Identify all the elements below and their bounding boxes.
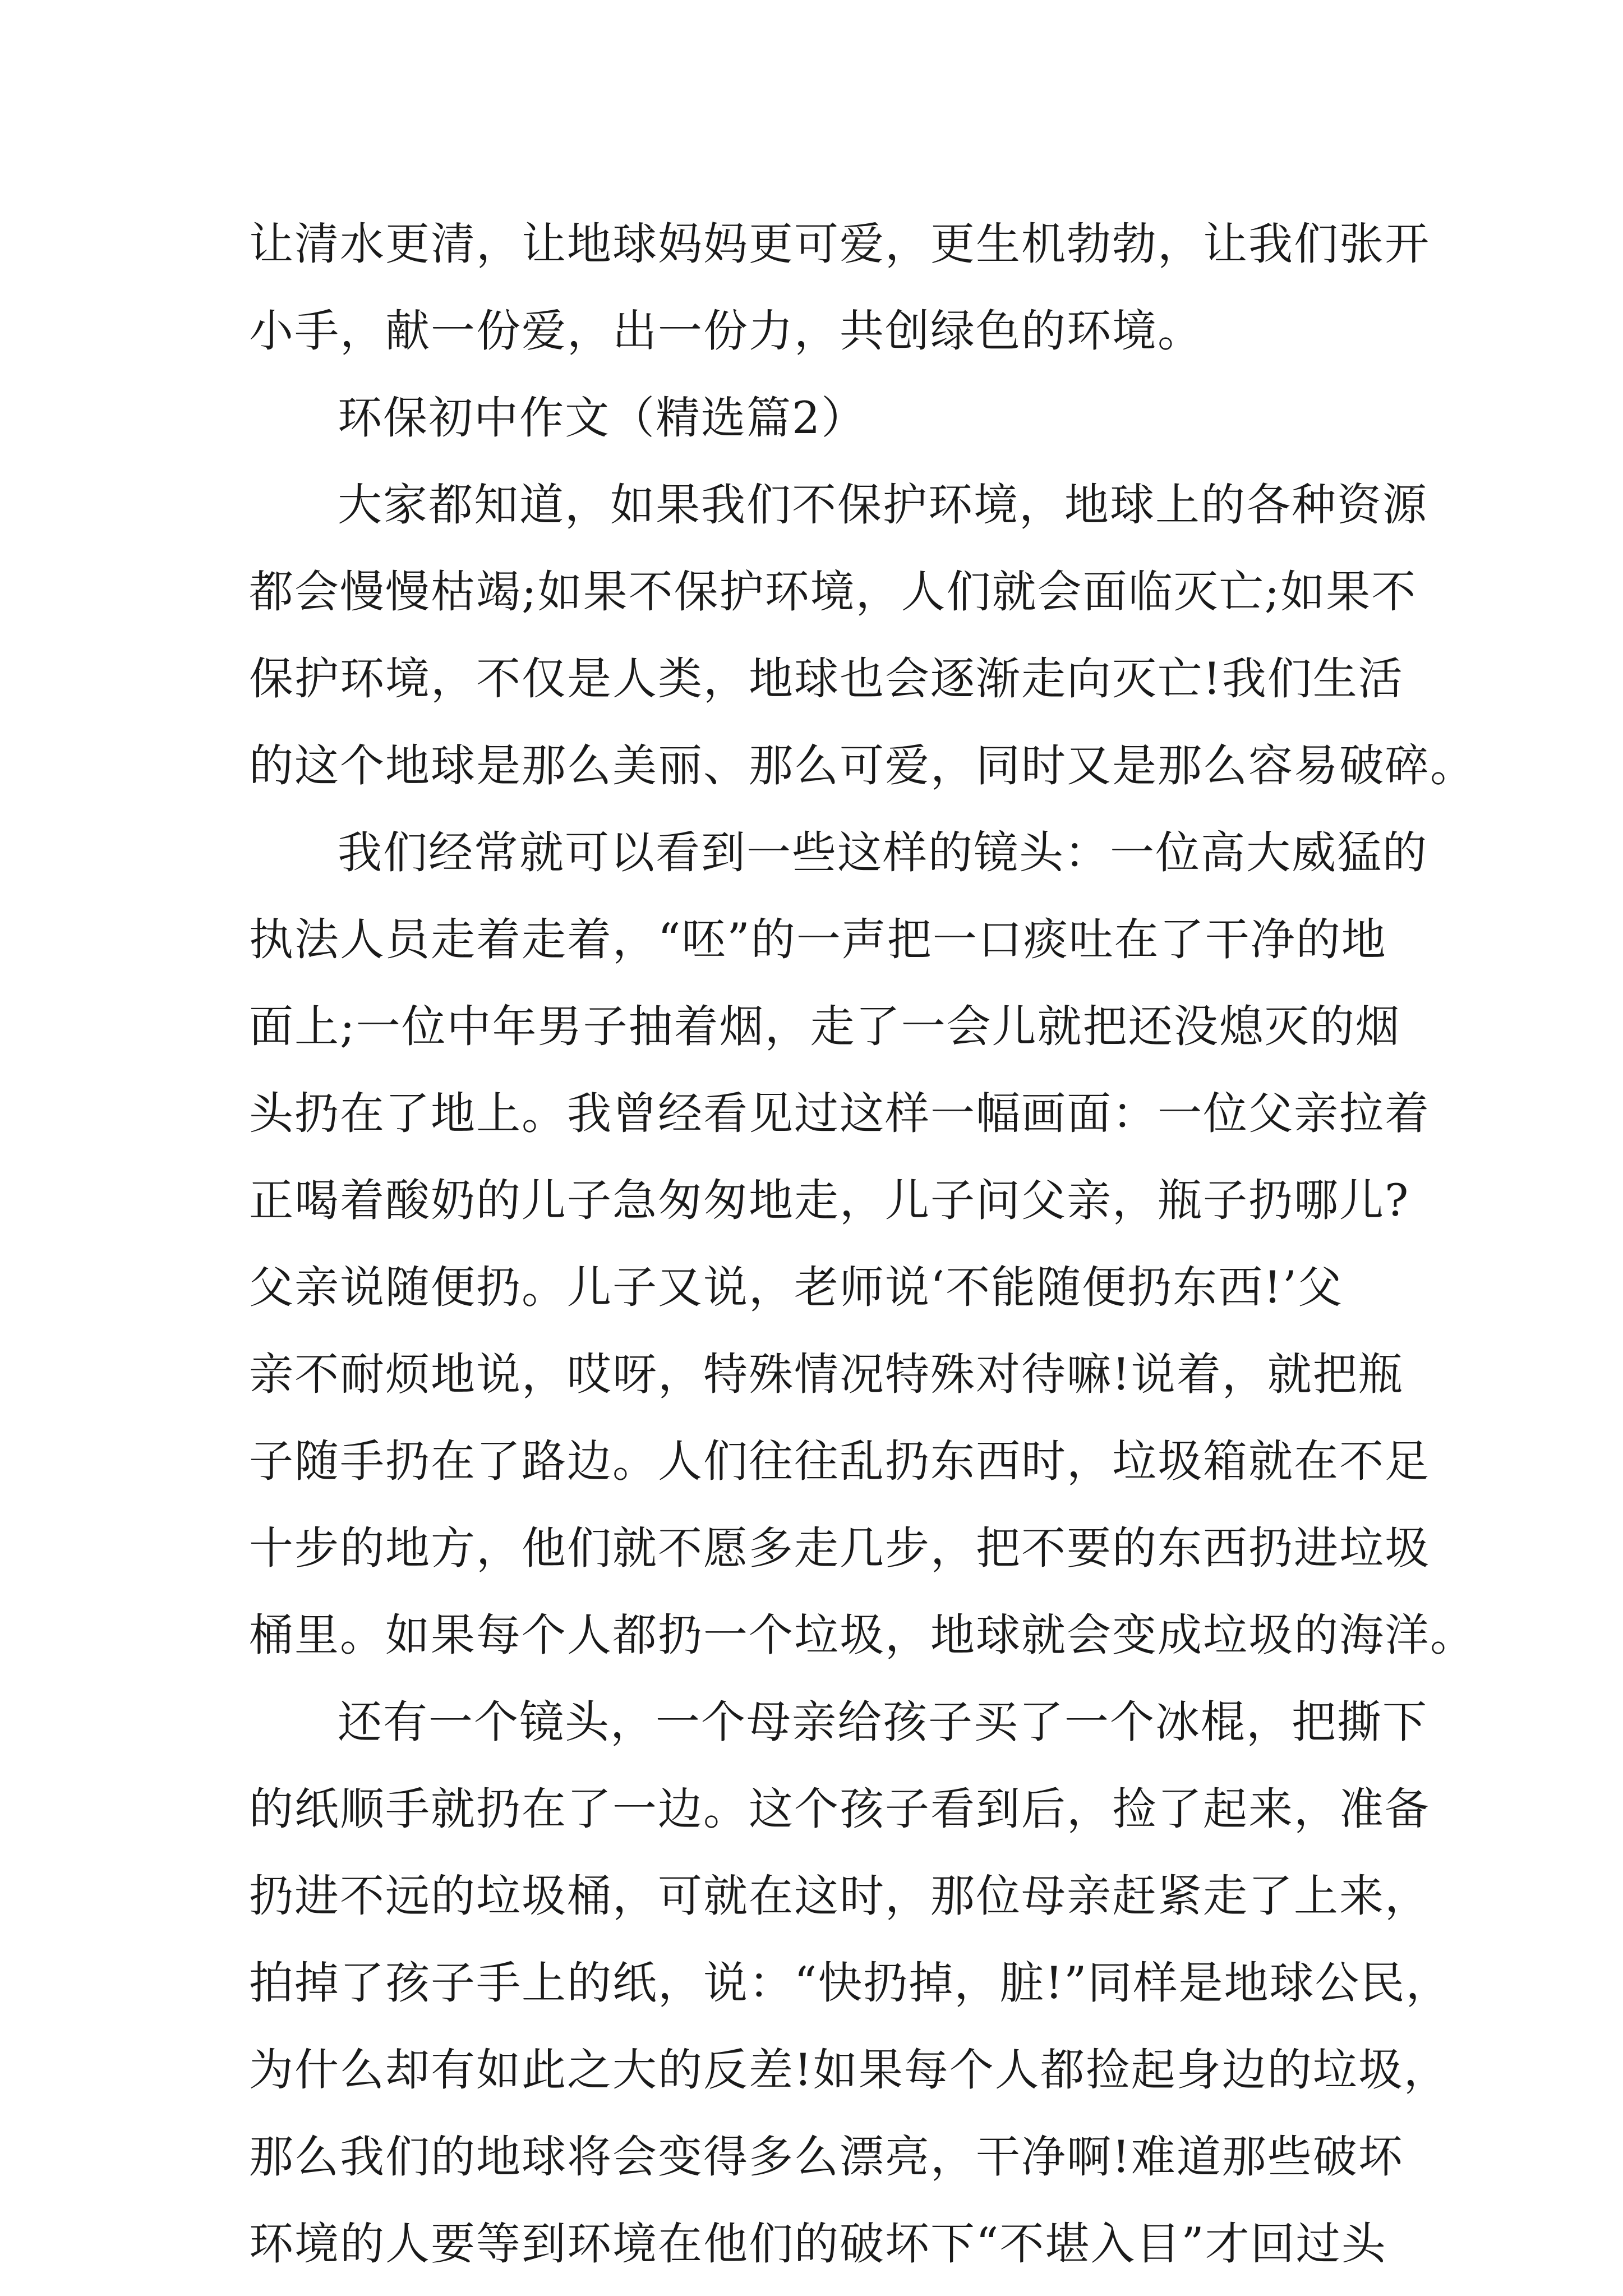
text-line: 亲不耐烦地说，哎呀，特殊情况特殊对待嘛!说着，就把瓶 — [249, 1349, 1404, 1400]
text-line: 让清水更清，让地球妈妈更可爱，更生机勃勃，让我们张开 — [249, 218, 1430, 270]
text-line: 桶里。如果每个人都扔一个垃圾，地球就会变成垃圾的海洋。 — [249, 1609, 1476, 1661]
paragraph-first-line: 大家都知道，如果我们不保护环境，地球上的各种资源 — [338, 479, 1428, 531]
text-line: 环境的人要等到环境在他们的破坏下“不堪入目”才回过头 — [249, 2218, 1387, 2270]
paragraph-first-line: 还有一个镜头，一个母亲给孩子买了一个冰棍，把撕下 — [338, 1696, 1428, 1748]
text-line: 小手，献一份爱，出一份力，共创绿色的环境。 — [249, 305, 1203, 357]
text-line: 那么我们的地球将会变得多么漂亮，干净啊!难道那些破坏 — [249, 2131, 1404, 2183]
text-line: 十步的地方，他们就不愿多走几步，把不要的东西扔进垃圾 — [249, 1522, 1430, 1574]
text-line: 父亲说随便扔。儿子又说，老师说‘不能随便扔东西!’父 — [249, 1262, 1343, 1313]
text-line: 正喝着酸奶的儿子急匆匆地走，儿子问父亲，瓶子扔哪儿? — [249, 1175, 1410, 1226]
text-line: 的纸顺手就扔在了一边。这个孩子看到后，捡了起来，准备 — [249, 1783, 1430, 1835]
text-line: 子随手扔在了路边。人们往往乱扔东西时，垃圾箱就在不足 — [249, 1435, 1430, 1487]
section-heading: 环保初中作文（精选篇2） — [338, 392, 867, 444]
text-line: 的这个地球是那么美丽、那么可爱，同时又是那么容易破碎。 — [249, 740, 1476, 792]
text-line: 拍掉了孩子手上的纸，说：“快扔掉，脏!”同样是地球公民， — [249, 1957, 1451, 2009]
text-line: 头扔在了地上。我曾经看见过这样一幅画面：一位父亲拉着 — [249, 1088, 1430, 1139]
text-line: 扔进不远的垃圾桶，可就在这时，那位母亲赶紧走了上来， — [249, 1870, 1430, 1922]
text-line: 都会慢慢枯竭;如果不保护环境，人们就会面临灭亡;如果不 — [249, 566, 1417, 618]
text-line: 为什么却有如此之大的反差!如果每个人都捡起身边的垃圾， — [249, 2044, 1449, 2096]
text-line: 执法人员走着走着，“呸”的一声把一口痰吐在了干净的地 — [249, 914, 1387, 965]
paragraph-first-line: 我们经常就可以看到一些这样的镜头：一位高大威猛的 — [338, 827, 1428, 878]
text-line: 保护环境，不仅是人类，地球也会逐渐走向灭亡!我们生活 — [249, 653, 1404, 705]
text-line: 面上;一位中年男子抽着烟，走了一会儿就把还没熄灭的烟 — [249, 1001, 1401, 1052]
